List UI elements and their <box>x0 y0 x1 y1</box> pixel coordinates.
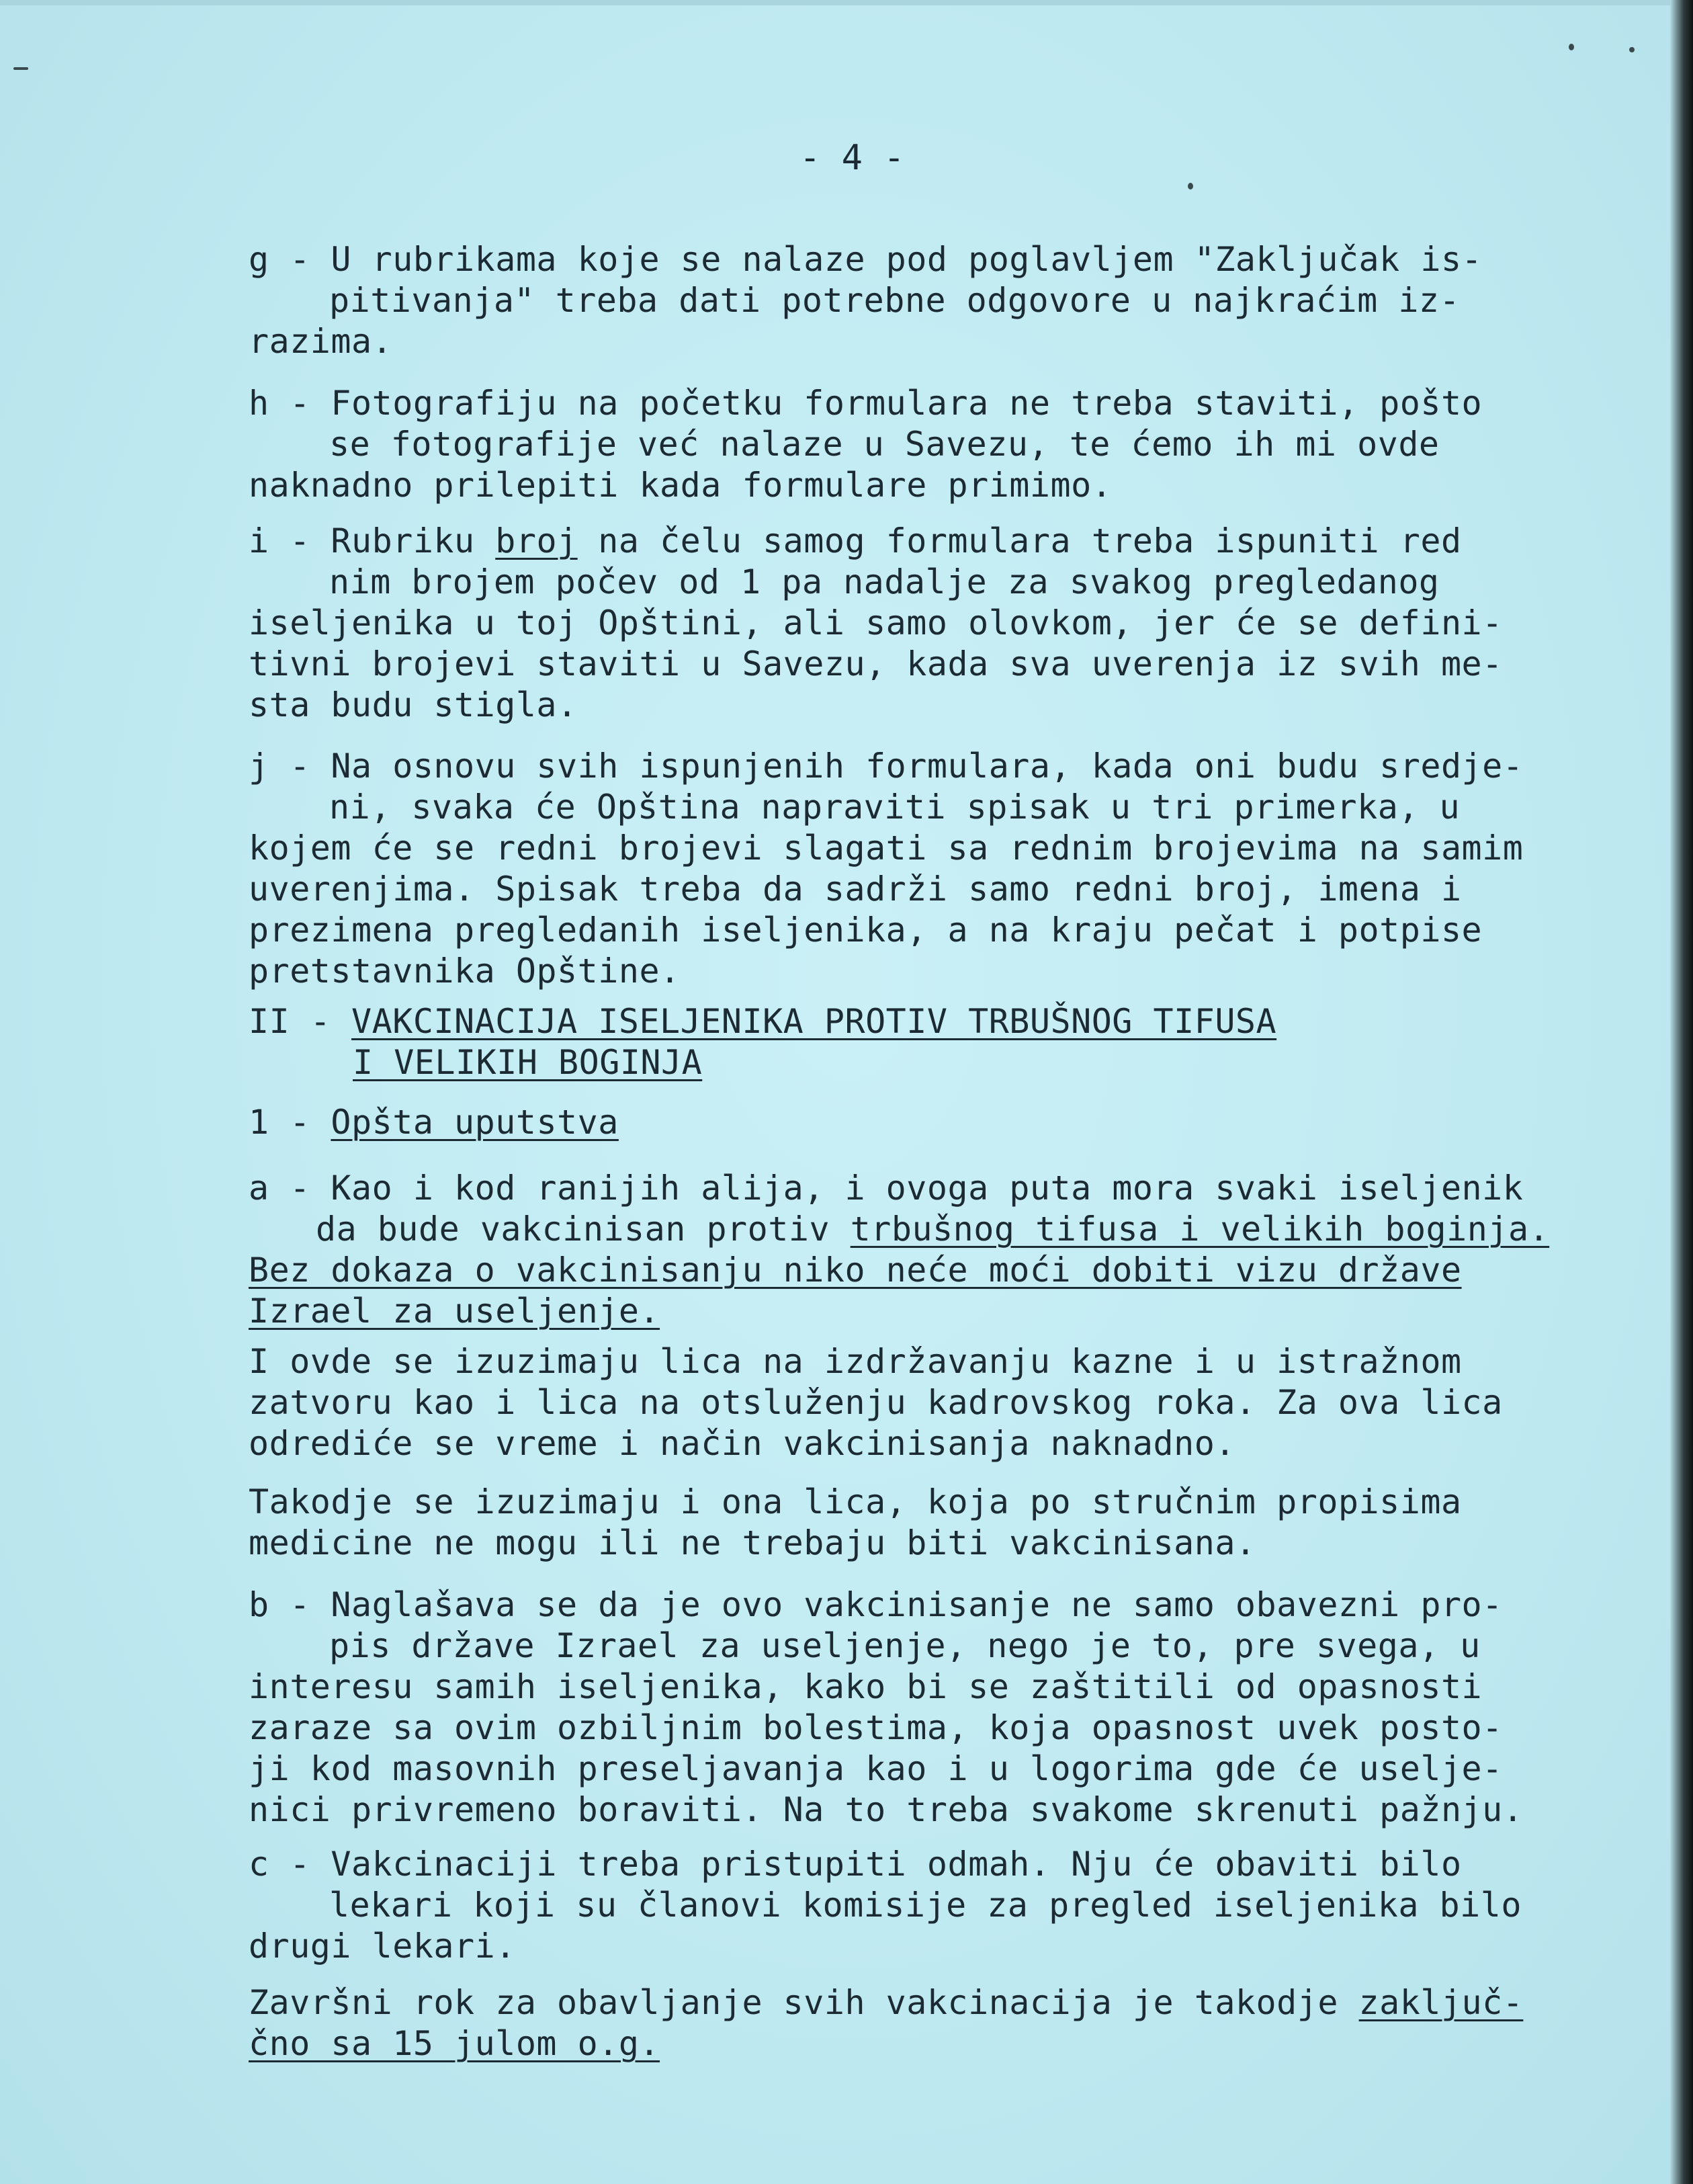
paragraph-exceptions-1 <box>249 1341 1525 1464</box>
underlined-phrase: čno sa 15 julom o.g. <box>249 2024 660 2063</box>
text-line: c - Vakcinaciji treba pristupiti odmah. Nju će obaviti bilo <box>249 1845 1462 1884</box>
text-line: nim brojem počev od 1 pa nadalje za svakog pregledanog <box>329 562 1440 601</box>
text-line: ni, svaka će Opština napraviti spisak u tri primerka, u <box>329 788 1461 827</box>
text-line: razima. <box>249 322 393 361</box>
text-line: prezimena pregledanih iseljenika, a na kraju pečat i potpise <box>249 911 1483 950</box>
text-line: kojem će se redni brojevi slagati sa rednim brojevima na samim <box>249 829 1524 868</box>
text-line: uverenjima. Spisak treba da sadrži samo redni broj, imena i <box>249 870 1462 909</box>
text-line: j - Na osnovu svih ispunjenih formulara, kada oni budu sredje- <box>249 747 1524 786</box>
text-line: pretstavnika Opštine. <box>249 952 681 991</box>
text-run: i - Rubriku <box>249 521 496 560</box>
scan-border-right <box>1670 0 1693 2184</box>
text-line: odrediće se vreme i način vakcinisanja naknadno. <box>249 1424 1235 1463</box>
paragraph-g <box>249 239 1525 362</box>
scan-speck <box>1629 47 1635 52</box>
section-title-cont: I VELIKIH BOGINJA <box>353 1043 703 1082</box>
text-line <box>249 2023 1525 2064</box>
underlined-phrase: Bez dokaza o vakcinisanju niko neće moći dobiti vizu države <box>249 1251 1462 1290</box>
paragraph-c <box>249 1844 1525 1967</box>
subsection-number: 1 - <box>249 1103 331 1142</box>
text-line: interesu samih iseljenika, kako bi se zaštitili od opasnosti <box>249 1667 1483 1706</box>
text-line <box>249 1042 1525 1083</box>
text-run: na čelu samog formulara treba ispuniti red <box>577 521 1462 560</box>
paragraph-i <box>249 521 1525 726</box>
subsection-title: Opšta uputstva <box>331 1103 619 1142</box>
underlined-phrase: Izrael za useljenje. <box>249 1292 660 1331</box>
text-line: sta budu stigla. <box>249 685 578 724</box>
text-line: I ovde se izuzimaju lica na izdržavanju kazne i u istražnom <box>249 1342 1462 1381</box>
text-line: zaraze sa ovim ozbiljnim bolestima, koja opasnost uvek posto- <box>249 1708 1503 1747</box>
text-line <box>249 1209 1550 1250</box>
text-line <box>249 1250 1525 1291</box>
text-line <box>249 1001 1525 1042</box>
text-line <box>249 1982 1525 2023</box>
text-line: Takodje se izuzimaju i ona lica, koja po stručnim propisima <box>249 1482 1462 1521</box>
section-title: VAKCINACIJA ISELJENIKA PROTIV TRBUŠNOG TIFUSA <box>351 1002 1277 1041</box>
text-line: nici privremeno boraviti. Na to treba svakome skrenuti pažnju. <box>249 1790 1524 1829</box>
subsection-heading-1 <box>249 1102 1525 1143</box>
scan-speck <box>1188 183 1193 190</box>
text-run: da bude vakcinisan protiv <box>316 1210 851 1249</box>
text-line: medicine ne mogu ili ne trebaju biti vakcinisana. <box>249 1523 1256 1562</box>
paragraph-a <box>249 1168 1550 1332</box>
text-line <box>249 521 1525 562</box>
text-line: drugi lekari. <box>249 1927 516 1966</box>
section-number: II - <box>249 1002 352 1041</box>
underlined-phrase: trbušnog tifusa i velikih boginja. <box>850 1210 1550 1249</box>
text-line <box>249 1291 1525 1332</box>
text-line: pitivanja" treba dati potrebne odgovore u najkraćim iz- <box>329 281 1461 320</box>
page-number: - 4 - <box>799 138 905 178</box>
text-line <box>249 1102 1525 1143</box>
paragraph-h <box>249 383 1525 506</box>
paragraph-j <box>249 746 1525 992</box>
text-line: pis države Izrael za useljenje, nego je to, pre svega, u <box>329 1626 1481 1665</box>
text-line: h - Fotografiju na početku formulara ne treba staviti, pošto <box>249 384 1483 423</box>
section-heading-II <box>249 1001 1525 1083</box>
text-line: iseljenika u toj Opštini, ali samo olovkom, jer će se defini- <box>249 603 1503 642</box>
text-line: se fotografije već nalaze u Savezu, te ćemo ih mi ovde <box>329 425 1440 464</box>
paragraph-b <box>249 1585 1525 1831</box>
paragraph-final <box>249 1982 1525 2064</box>
underlined-phrase: zaključ- <box>1358 1983 1524 2022</box>
text-line: naknadno prilepiti kada formulare primimo. <box>249 466 1113 505</box>
text-line: ji kod masovnih preseljavanja kao i u logorima gde će uselje- <box>249 1749 1503 1788</box>
text-line: b - Naglašava se da je ovo vakcinisanje ne samo obavezni pro- <box>249 1585 1503 1624</box>
text-line: tivni brojevi staviti u Savezu, kada sva uverenja iz svih me- <box>249 644 1503 683</box>
underlined-word: broj <box>495 521 578 560</box>
text-line: g - U rubrikama koje se nalaze pod poglavljem "Zaključak is- <box>249 240 1483 279</box>
scan-speck <box>13 67 28 70</box>
text-line: a - Kao i kod ranijih alija, i ovoga puta mora svaki iseljenik <box>249 1169 1524 1208</box>
scan-speck <box>1569 44 1574 50</box>
text-line: zatvoru kao i lica na otsluženju kadrovskog roka. Za ova lica <box>249 1383 1503 1422</box>
text-run: Završni rok za obavljanje svih vakcinacija je takodje <box>249 1983 1359 2022</box>
paragraph-exceptions-2 <box>249 1482 1525 1564</box>
page-top-edge <box>0 0 1693 5</box>
text-line: lekari koji su članovi komisije za pregled iseljenika bilo <box>329 1886 1522 1925</box>
